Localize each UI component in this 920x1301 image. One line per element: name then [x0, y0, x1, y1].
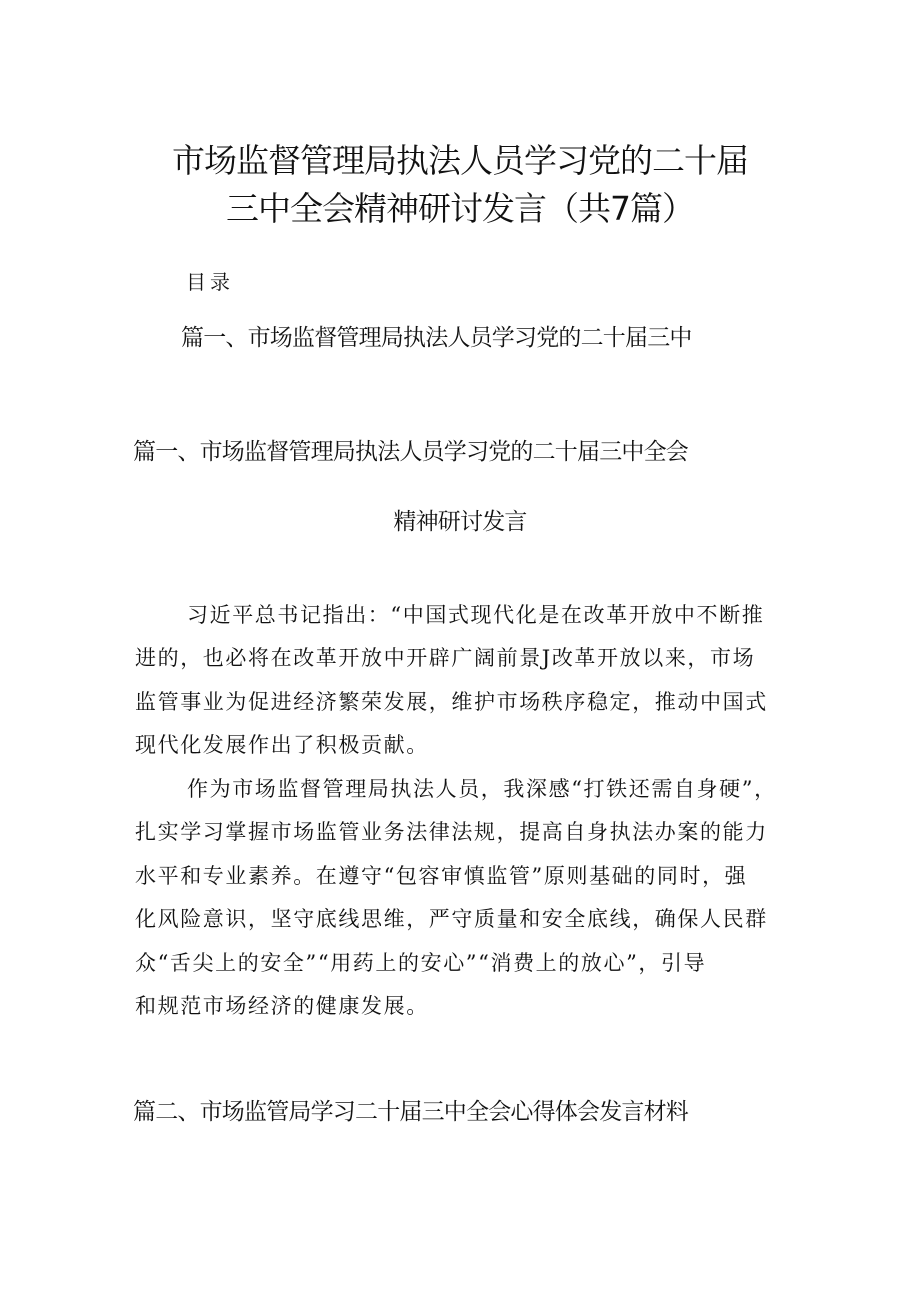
- section-1-heading-continued: 精神研讨发言: [393, 509, 527, 535]
- paragraph-line: 和规范市场经济的健康发展。: [135, 994, 429, 1018]
- paragraph-line: 作为市场监督管理局执法人员，我深感“打铁还需自身硬”，: [187, 777, 777, 801]
- paragraph-line: 进的，也必将在改革开放中开辟广阔前景J改革开放以来，市场: [135, 646, 756, 670]
- document-title-line-1: 市场监督管理局执法人员学习党的二十届: [172, 141, 748, 180]
- paragraph-line: 扎实学习掌握市场监管业务法律法规，提高自身执法办案的能力: [135, 820, 768, 844]
- toc-label: 目录: [186, 270, 234, 294]
- section-1-heading: 篇一、市场监督管理局执法人员学习党的二十届三中全会: [133, 439, 689, 465]
- toc-item[interactable]: 篇一、市场监督管理局执法人员学习党的二十届三中: [181, 325, 692, 351]
- paragraph-line: 习近平总书记指出：“中国式现代化是在改革开放中不断推: [187, 603, 765, 627]
- paragraph-line: 现代化发展作出了积极贡献。: [135, 733, 429, 757]
- paragraph-line: 化风险意识，坚守底线思维，严守质量和安全底线，确保人民群: [135, 907, 768, 931]
- document-title-line-2: 三中全会精神研讨发言（共7篇）: [226, 189, 694, 228]
- paragraph-line: 监管事业为促进经济繁荣发展，维护市场秩序稳定，推动中国式: [135, 690, 768, 714]
- section-2-heading: 篇二、市场监管局学习二十届三中全会心得体会发言材料: [133, 1099, 689, 1125]
- paragraph-line: 水平和专业素养。在遵守“包容审慎监管”原则基础的同时，强: [135, 864, 748, 888]
- paragraph-line: 众“舌尖上的安全”“用药上的安心”“消费上的放心”，引导: [135, 951, 707, 975]
